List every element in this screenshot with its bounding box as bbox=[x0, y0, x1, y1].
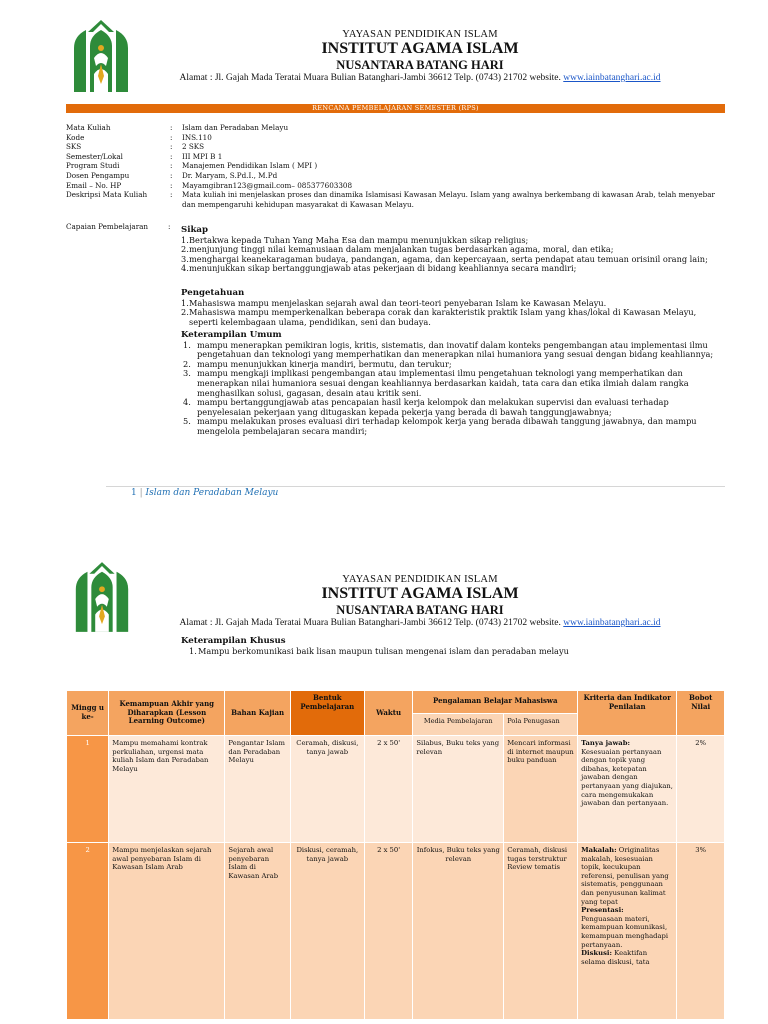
website-link[interactable]: www.iainbatanghari.ac.id bbox=[563, 73, 661, 83]
keterampilan-umum-section bbox=[181, 331, 725, 437]
kriteria-text: Originalitas makalah, kesesuaian topik, kecukupan referensi, penulisan yang sistematis, penggunaan dan penyusunan kalimat yang tepat bbox=[581, 846, 669, 906]
sikap-list bbox=[181, 236, 725, 274]
header-pengalaman: Pengalaman Belajar Mahasiswa bbox=[413, 691, 578, 714]
list-item-text: Mahasiswa mampu memperkenalkan beberapa corak dan karakteristik praktik Islam yang khas/lokal di Kawasan Melayu, seperti kelembagaan ulama, pendidikan, seni dan budaya. bbox=[189, 307, 697, 327]
info-value: Islam dan Peradaban Melayu bbox=[182, 123, 289, 132]
list-item-text: menghargai keanekaragaman budaya, pandangan, agama, dan kepercayaan, serta pendapat atau temuan orisinil orang lain; bbox=[189, 253, 708, 264]
list-item: 1. Mampu berkomunikasi baik lisan maupun tulisan mengenai islam dan peradaban melayu bbox=[189, 645, 569, 656]
list-item: 1. Bertakwa kepada Tuhan Yang Maha Esa dan mampu menunjukkan sikap religius; bbox=[181, 234, 529, 245]
table-header-row bbox=[67, 691, 725, 714]
kriteria-label: Diskusi: bbox=[581, 949, 612, 958]
list-item: 4. mampu bertanggungjawab atas pencapaian hasil kerja kelompok dan melakukan supervisi dan evaluasi terhadap penyelesaian pekerjaan yang ditugaskan kepada pekerja yang berada di bawah tanggungjawabnya; bbox=[181, 398, 725, 417]
list-item: 2. mampu menunjukkan kinerja mandiri, bermutu, dan terukur; bbox=[183, 358, 452, 369]
info-colon: : bbox=[170, 161, 173, 171]
info-key: Deskripsi Mata Kuliah bbox=[66, 190, 148, 200]
capaian-label: Capaian Pembelajaran bbox=[66, 222, 149, 231]
keterampilan-khusus-heading: Keterampilan Khusus bbox=[181, 636, 286, 646]
cell-waktu: 2 x 50' bbox=[364, 736, 413, 843]
list-item-text: mampu menunjukkan kinerja mandiri, bermutu, dan terukur; bbox=[197, 358, 452, 369]
website-link[interactable]: www.iainbatanghari.ac.id bbox=[563, 618, 661, 628]
letterhead-2 bbox=[160, 574, 680, 629]
address-line bbox=[160, 617, 680, 629]
sikap-section bbox=[181, 226, 725, 274]
keterampilan-khusus-section bbox=[181, 637, 725, 656]
institution-logo bbox=[68, 18, 134, 94]
list-item: 4. menunjukkan sikap bertanggungjawab atas pekerjaan di bidang keahliannya secara mandiri; bbox=[181, 263, 577, 274]
cell-kemampuan: Mampu menjelaskan sejarah awal penyebaran Islam di Kawasan Islam Arab bbox=[109, 843, 225, 1020]
header-minggu: Mingg u ke- bbox=[67, 691, 109, 736]
info-row-program bbox=[66, 161, 725, 171]
info-value: 2 SKS bbox=[182, 142, 205, 152]
header-bahan: Bahan Kajian bbox=[225, 691, 290, 736]
kriteria-text: Penguasaan materi, kemampuan komunikasi, kemampuan menghadapi pertanyaan. bbox=[581, 914, 669, 949]
list-item-text: menunjukkan sikap bertanggungjawab atas pekerjaan di bidang keahliannya secara mandiri; bbox=[189, 263, 577, 274]
list-item: 1. Mahasiswa mampu menjelaskan sejarah awal dan teori-teori penyebaran Islam ke Kawasan Melayu. bbox=[181, 297, 607, 308]
info-key: Dosen Pengampu bbox=[66, 170, 130, 180]
info-key: Email – No. HP bbox=[66, 180, 122, 190]
list-item: 5. mampu melakukan proses evaluasi diri terhadap kelompok kerja yang berada dibawah tanggung jawabnya, dan mampu mengelola pembelajaran secara mandiri; bbox=[181, 417, 725, 436]
list-item: 3. menghargai keanekaragaman budaya, pandangan, agama, dan kepercayaan, serta pendapat atau temuan orisinil orang lain; bbox=[181, 253, 708, 264]
header-waktu: Waktu bbox=[364, 691, 413, 736]
kriteria-label: Makalah: bbox=[581, 846, 617, 854]
foundation-name: YAYASAN PENDIDIKAN ISLAM bbox=[342, 574, 498, 585]
keterampilan-umum-heading: Keterampilan Umum bbox=[181, 330, 282, 340]
cell-media: Silabus, Buku teks yang relevan bbox=[413, 736, 504, 843]
info-key: Mata Kuliah bbox=[66, 123, 111, 132]
institution-name: INSTITUT AGAMA ISLAM bbox=[321, 585, 519, 602]
info-key: Semester/Lokal bbox=[66, 151, 123, 161]
list-item-text: mampu melakukan proses evaluasi diri terhadap kelompok kerja yang berada dibawah tanggung jawabnya, dan mampu mengelola pembelajaran secara mandiri; bbox=[197, 416, 697, 436]
info-row-code bbox=[66, 133, 725, 143]
kriteria-text: Keaktifan selama diskusi, tata bbox=[581, 949, 650, 966]
header-kemampuan: Kemampuan Akhir yang Diharapkan (Lesson Learning Outcome) bbox=[109, 691, 225, 736]
info-row-description bbox=[66, 190, 725, 209]
info-value: Mayamgibran123@gmail.com– 085377603308 bbox=[182, 180, 353, 190]
cell-media: Infokus, Buku teks yang relevan bbox=[413, 843, 504, 1020]
list-item: 2. menjunjung tinggi nilai kemanusiaan dalam menjalankan tugas berdasarkan agama, moral, dan etika; bbox=[181, 244, 614, 255]
header-media: Media Pembelajaran bbox=[413, 713, 504, 736]
info-colon: : bbox=[170, 180, 173, 190]
info-key: SKS bbox=[66, 142, 82, 152]
kriteria-text: Kesesuaian pertanyaan dengan topik yang dibahas, ketepatan jawaban dengan pertanyaan yang diajukan, cara mengemukakan jawaban dan pertanyaan. bbox=[581, 747, 673, 808]
cell-waktu: 2 x 50' bbox=[364, 843, 413, 1020]
campus-name: NUSANTARA BATANG HARI bbox=[336, 603, 504, 617]
cell-pola: Ceramah, diskusi tugas terstruktur Review tematis bbox=[504, 843, 578, 1020]
title-bar: RENCANA PEMBELAJARAN SEMESTER (RPS) bbox=[66, 104, 725, 113]
pengetahuan-section bbox=[181, 289, 725, 327]
info-colon: : bbox=[170, 151, 173, 161]
cell-pola: Mencari informasi di internet maupun buku panduan bbox=[504, 736, 578, 843]
header-pola: Pola Penugasan bbox=[504, 713, 578, 736]
list-item-text: Mahasiswa mampu menjelaskan sejarah awal dan teori-teori penyebaran Islam ke Kawasan Melayu. bbox=[189, 297, 607, 308]
list-item: 3. mampu mengkaji implikasi pengembangan atau implementasi ilmu pengetahuan teknologi yang memperhatikan dan menerapkan nilai humaniora sesuai dengan keahliannya berdasarkan kaidah, tata cara dan etika ilmiah dalam rangka menghasilkan solusi, gagasan, desain atau kritik seni. bbox=[181, 369, 725, 398]
info-value: Mata kuliah ini menjelaskan proses dan dinamika Islamisasi Kawasan Melayu. Islam yang awalnya berkembang di kawasan Arab, telah menyebar dan mempengaruhi kehidupan masyarakat di Kawasan Melayu. bbox=[182, 190, 715, 209]
table-row bbox=[67, 843, 725, 1020]
info-colon: : bbox=[170, 142, 173, 152]
info-colon: : bbox=[170, 170, 173, 180]
info-row-lecturer bbox=[66, 171, 725, 181]
keterampilan-umum-list bbox=[181, 341, 725, 437]
cell-bentuk: Diskusi, ceramah, tanya jawab bbox=[290, 843, 364, 1020]
footer-divider bbox=[106, 486, 725, 487]
sikap-heading: Sikap bbox=[181, 225, 209, 235]
cell-bahan: Sejarah awal penyebaran Islam di Kawasan Arab bbox=[225, 843, 290, 1020]
cell-bahan: Pengantar Islam dan Peradaban Melayu bbox=[225, 736, 290, 843]
cell-bentuk: Ceramah, diskusi, tanya jawab bbox=[290, 736, 364, 843]
cell-kemampuan: Mampu memahami kontrak perkuliahan, urgensi mata kuliah Islam dan Peradaban Melayu bbox=[109, 736, 225, 843]
list-item-text: mampu mengkaji implikasi pengembangan atau implementasi ilmu pengetahuan teknologi yang memperhatikan dan menerapkan nilai humaniora sesuai dengan keahliannya berdasarkan kaidah, tata cara dan etika ilmiah dalam rangka menghasilkan solusi, gagasan, desain atau kritik seni. bbox=[197, 368, 689, 398]
page-footer bbox=[131, 488, 278, 498]
keterampilan-khusus-list bbox=[181, 647, 725, 657]
cell-minggu: 2 bbox=[67, 843, 109, 1020]
info-row-email bbox=[66, 181, 725, 191]
capaian-colon: : bbox=[168, 222, 171, 231]
info-row-semester bbox=[66, 152, 725, 162]
cell-bobot: 2% bbox=[677, 736, 725, 843]
header-bentuk: Bentuk Pembelajaran bbox=[290, 691, 364, 736]
list-item: 2. Mahasiswa mampu memperkenalkan beberapa corak dan karakteristik praktik Islam yang khas/lokal di Kawasan Melayu, seperti kelembagaan ulama, pendidikan, seni dan budaya. bbox=[181, 308, 725, 327]
info-colon: : bbox=[170, 123, 173, 132]
foundation-name: YAYASAN PENDIDIKAN ISLAM bbox=[342, 29, 498, 40]
page-number: 1 bbox=[131, 488, 137, 498]
pengetahuan-list bbox=[181, 299, 725, 328]
info-value: INS.110 bbox=[182, 132, 212, 142]
info-row-course bbox=[66, 123, 725, 133]
kriteria-label: Presentasi: bbox=[581, 906, 624, 915]
pengetahuan-heading: Pengetahuan bbox=[181, 288, 245, 298]
info-value: Manajemen Pendidikan Islam ( MPI ) bbox=[182, 161, 318, 171]
table-row bbox=[67, 736, 725, 843]
institution-name: INSTITUT AGAMA ISLAM bbox=[321, 40, 519, 57]
campus-name: NUSANTARA BATANG HARI bbox=[336, 58, 504, 72]
info-value: Dr. Maryam, S.Pd.I., M.Pd bbox=[182, 170, 278, 180]
course-info bbox=[66, 123, 725, 209]
list-item-text: mampu bertanggungjawab atas pencapaian hasil kerja kelompok dan melakukan supervisi dan evaluasi terhadap penyelesaian pekerjaan yang ditugaskan kepada pekerja yang berada di bawah tanggungjawabnya; bbox=[197, 397, 669, 417]
cell-minggu: 1 bbox=[67, 736, 109, 843]
capaian-label-row bbox=[66, 222, 171, 231]
letterhead bbox=[160, 29, 680, 84]
address-text: Alamat : Jl. Gajah Mada Teratai Muara Bulian Batanghari-Jambi 36612 Telp. (0743) 21702 website. bbox=[179, 618, 564, 628]
cell-kriteria bbox=[578, 843, 677, 1020]
info-value: III MPI B 1 bbox=[182, 151, 223, 161]
info-row-sks bbox=[66, 142, 725, 152]
footer-title: Islam dan Peradaban Melayu bbox=[145, 488, 279, 498]
info-key: Kode bbox=[66, 132, 85, 142]
cell-bobot: 3% bbox=[677, 843, 725, 1020]
address-text: Alamat : Jl. Gajah Mada Teratai Muara Bulian Batanghari-Jambi 36612 Telp. (0743) 21702 website. bbox=[179, 73, 564, 83]
address-line bbox=[160, 72, 680, 84]
list-item-text: mampu menerapkan pemikiran logis, kritis, sistematis, dan inovatif dalam konteks pengembangan atau implementasi ilmu pengetahuan dan teknologi yang memperhatikan dan menerapkan nilai humaniora yang sesuai dengan bidang keahliannya; bbox=[197, 339, 714, 360]
info-colon: : bbox=[170, 132, 173, 142]
list-item-text: Bertakwa kepada Tuhan Yang Maha Esa dan mampu menunjukkan sikap religius; bbox=[189, 234, 529, 245]
kriteria-label: Tanya jawab: bbox=[581, 739, 630, 747]
list-item-text: menjunjung tinggi nilai kemanusiaan dalam menjalankan tugas berdasarkan agama, moral, dan etika; bbox=[189, 244, 614, 255]
rps-table bbox=[66, 690, 725, 1020]
footer-separator: | bbox=[139, 488, 143, 498]
institution-logo-2 bbox=[70, 560, 134, 634]
list-item: 1. mampu menerapkan pemikiran logis, kritis, sistematis, dan inovatif dalam konteks pengembangan atau implementasi ilmu pengetahuan dan teknologi yang memperhatikan dan menerapkan nilai humaniora yang sesuai dengan bidang keahliannya; bbox=[181, 341, 725, 360]
info-key: Program Studi bbox=[66, 161, 120, 171]
header-bobot: Bobot Nilai bbox=[677, 691, 725, 736]
info-colon: : bbox=[170, 190, 173, 200]
header-kriteria: Kriteria dan Indikator Penilaian bbox=[578, 691, 677, 736]
list-item-text: Mampu berkomunikasi baik lisan maupun tulisan mengenai islam dan peradaban melayu bbox=[198, 645, 569, 656]
cell-kriteria bbox=[578, 736, 677, 843]
